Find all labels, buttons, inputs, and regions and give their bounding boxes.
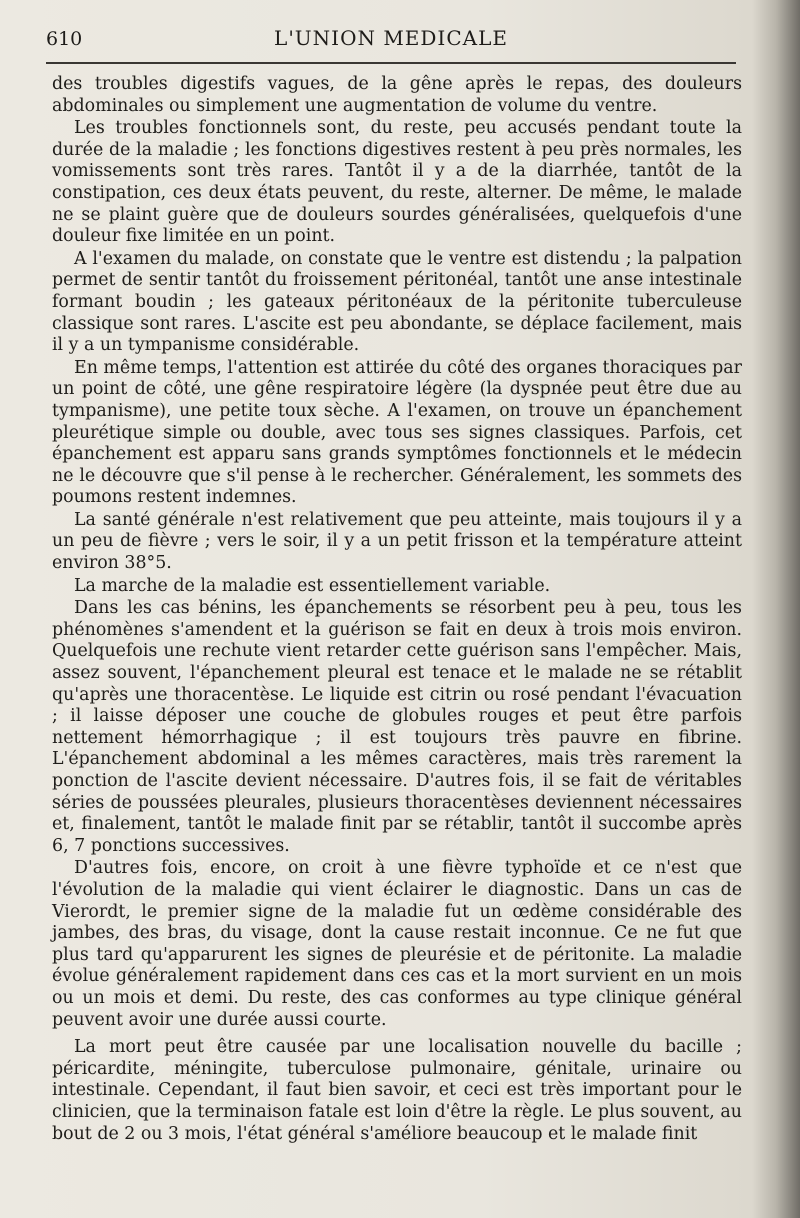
- paragraph: des troubles digestifs vagues, de la gêne après le repas, des douleurs abdominales ou simplement une augmentation de volume du ventre.: [52, 74, 742, 116]
- paragraph: A l'examen du malade, on constate que le ventre est distendu ; la palpation permet de sentir tantôt du froissement péritonéal, tantôt une anse intestinale formant boudin ; les gateaux péritonéaux de la péritonite tuberculeuse classique sont rares. L'ascite est peu abondante, se déplace facilement, mais il y a un tympanisme considérable.: [52, 248, 742, 356]
- page-header: [46, 22, 736, 64]
- page-number: 610: [46, 28, 83, 50]
- paragraph: La mort peut être causée par une localisation nouvelle du bacille ; péricardite, méningite, tuberculose pulmonaire, génitale, urinaire ou intestinale. Cependant, il faut bien savoir, et ceci est très important pour le clinicien, que la terminaison fatale est loin d'être la règle. Le plus souvent, au bout de 2 ou 3 mois, l'état général s'améliore beaucoup et le malade finit: [52, 1037, 742, 1144]
- paragraph: La santé générale n'est relativement que peu atteinte, mais toujours il y a un peu de fièvre ; vers le soir, il y a un petit frisson et la température atteint environ 38°5.: [52, 509, 742, 574]
- journal-title: L'UNION MEDICALE: [274, 26, 508, 50]
- paragraph: Les troubles fonctionnels sont, du reste, peu accusés pendant toute la durée de la maladie ; les fonctions digestives restent à peu près normales, les vomissements sont très rares. Tantôt il y a de la diarrhée, tantôt de la constipation, ces deux états peuvent, du reste, alterner. De même, le malade ne se plaint guère que de douleurs sourdes généralisées, quelquefois d'une douleur fixe limitée en un point.: [52, 118, 742, 247]
- paragraph: Dans les cas bénins, les épanchements se résorbent peu à peu, tous les phénomènes s'amendent et la guérison se fait en deux à trois mois environ. Quelquefois une rechute vient retarder cette guérison sans l'empêcher. Mais, assez souvent, l'épanchement pleural est tenace et le malade ne se rétablit qu'après une thoracentèse. Le liquide est citrin ou rosé pendant l'évacuation ; il laisse déposer une couche de globules rouges et peut être parfois nettement hémorrhagique ; il est toujours très pauvre en fibrine. L'épanchement abdominal a les mêmes caractères, mais très rarement la ponction de l'ascite devient nécessaire. D'autres fois, il se fait de véritables séries de poussées pleurales, plusieurs thoracentèses deviennent nécessaires et, finalement, tantôt le malade finit par se rétablir, tantôt il succombe après 6, 7 ponctions successives.: [52, 598, 742, 856]
- paragraph: D'autres fois, encore, on croit à une fièvre typhoïde et ce n'est que l'évolution de la maladie qui vient éclairer le diagnostic. Dans un cas de Vierordt, le premier signe de la maladie fut un œdème considérable des jambes, des bras, du visage, dont la cause restait inconnue. Ce ne fut que plus tard qu'apparurent les signes de pleurésie et de péritonite. La maladie évolue généralement rapidement dans ces cas et la mort survient en un mois ou un mois et demi. Du reste, des cas conformes au type clinique général peuvent avoir une durée aussi courte.: [52, 858, 742, 1030]
- paragraph: En même temps, l'attention est attirée du côté des organes thoraciques par un point de côté, une gêne respiratoire légère (la dyspnée peut être due au tympanisme), une petite toux sèche. A l'examen, on trouve un épanchement pleurétique simple ou double, avec tous ses signes classiques. Parfois, cet épanchement est apparu sans grands symptômes fonctionnels et le médecin ne le découvre que s'il pense à le rechercher. Généralement, les sommets des poumons restent indemnes.: [52, 357, 742, 508]
- paragraph: La marche de la maladie est essentiellement variable.: [74, 575, 551, 596]
- body-text: [52, 74, 742, 1146]
